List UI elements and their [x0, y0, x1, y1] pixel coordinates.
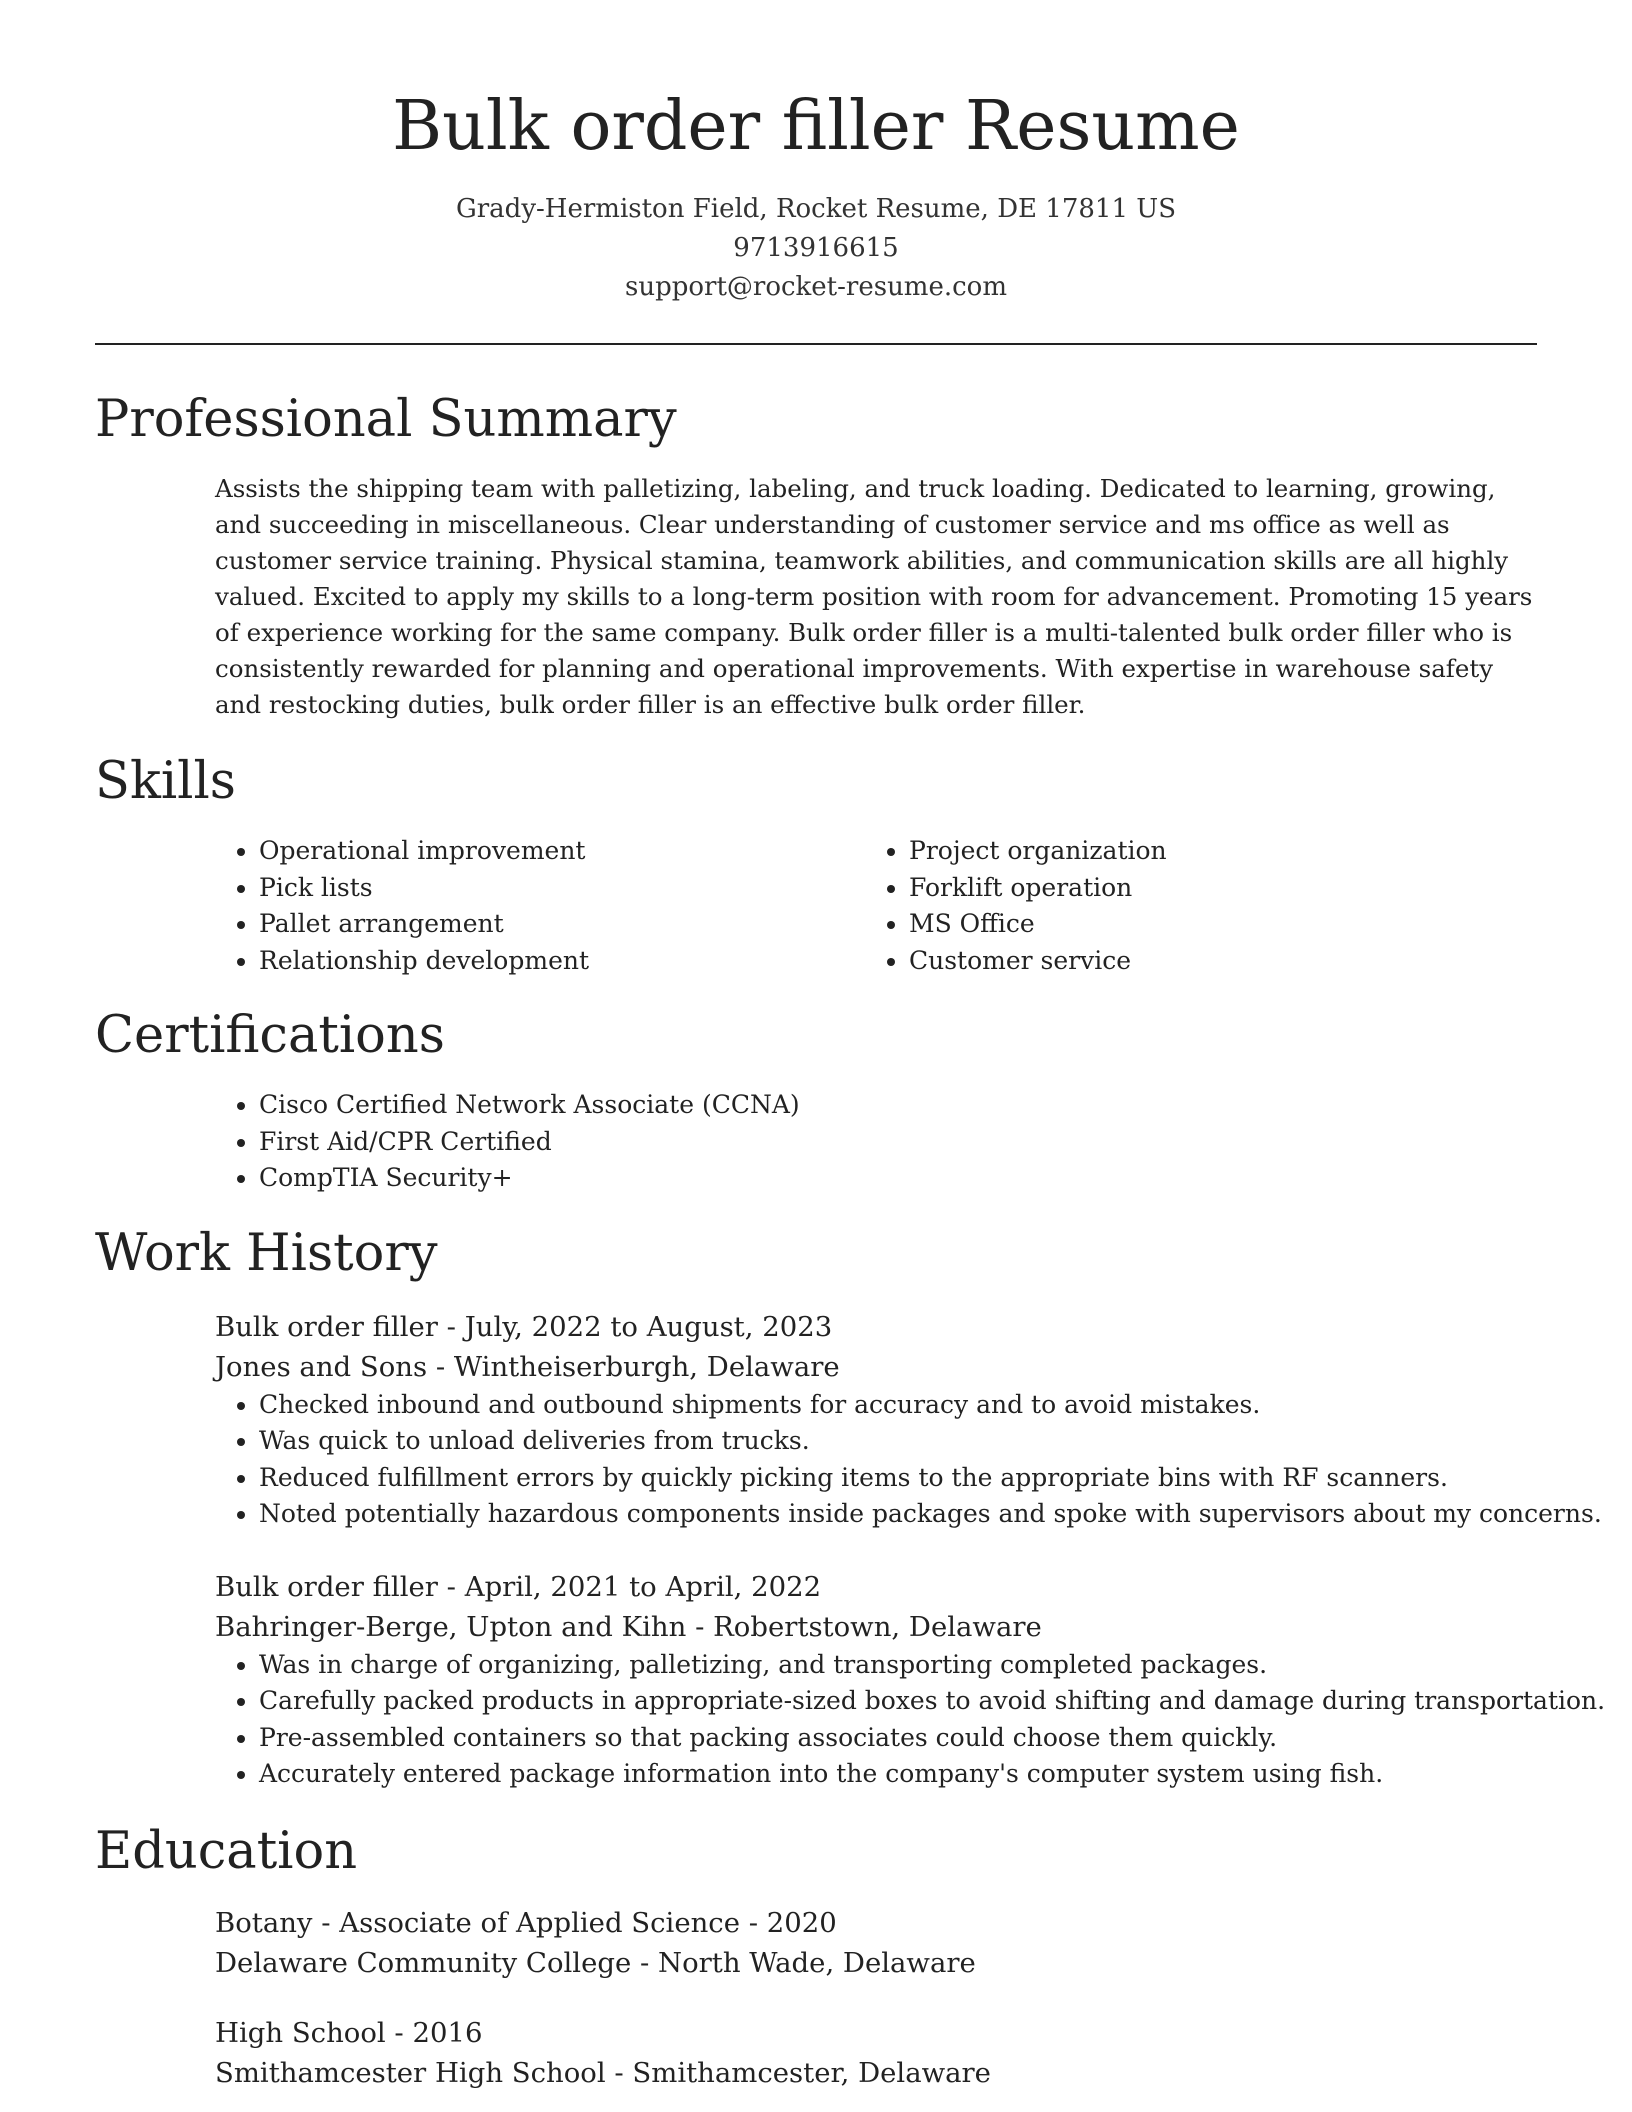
certifications-heading: Certifications [95, 1006, 445, 1065]
education-entry [215, 1903, 1537, 1983]
skills-heading: Skills [95, 752, 236, 811]
certification-item: • Cisco Certified Network Associate (CCNA) [259, 1087, 1537, 1124]
certification-item: • CompTIA Security+ [259, 1160, 1537, 1197]
summary-text: Assists the shipping team with palletizing, labeling, and truck loading. Dedicated to learning, growing, and succeeding in miscellaneous. Clear understanding of customer service and ms office as well as customer service training. Physical stamina, teamwork abilities, and communication skills are all highly valued. Excited to apply my skills to a long-term position with room for advancement. Promoting 15 years of experience working for the same company. Bulk order filler is a multi-talented bulk order filler who is consistently rewarded for planning and operational improvements. With expertise in warehouse safety and restocking duties, bulk order filler is an effective bulk order filler. [215, 474, 1533, 719]
job-company-line: Bahringer-Berge, Upton and Kihn - Robertstown, Delaware [215, 1610, 1042, 1643]
job-duty-item: • Pre-assembled containers so that packing associates could choose them quickly. [259, 1720, 1537, 1757]
skills-column-right [865, 833, 1515, 979]
skill-item: • MS Office [909, 906, 1515, 943]
contact-address: Grady-Hermiston Field, Rocket Resume, DE 17811 US [455, 194, 1176, 224]
education-heading: Education [95, 1821, 358, 1881]
contact-phone: 9713916615 [733, 233, 899, 263]
skill-item: • Pick lists [259, 870, 865, 907]
skills-column-left [215, 833, 865, 979]
skills-list-right [865, 833, 1515, 979]
skill-item: • Operational improvement [259, 833, 865, 870]
job-duties-list [215, 1387, 1602, 1533]
work-history-section [95, 1221, 1606, 1793]
certifications-list [215, 1087, 1537, 1197]
job-duty-item: • Carefully packed products in appropriate-sized boxes to avoid shifting and damage during transportation. [259, 1683, 1537, 1720]
skills-grid [215, 833, 1537, 979]
resume-title: Bulk order filler Resume [392, 87, 1240, 166]
job-title-line: Bulk order filler - July, 2022 to August, 2023 [215, 1310, 833, 1343]
education-degree-line: High School - 2016 [215, 2016, 483, 2049]
skill-item: • Relationship development [259, 943, 865, 980]
education-school-line: Delaware Community College - North Wade, Delaware [215, 1946, 976, 1979]
skill-item: • Pallet arrangement [259, 906, 865, 943]
job-duties-list [215, 1647, 1606, 1793]
resume-header [95, 0, 1537, 307]
skill-item: • Customer service [909, 943, 1515, 980]
job-duty-item: • Checked inbound and outbound shipments for accuracy and to avoid mistakes. [259, 1387, 1537, 1424]
skills-section [95, 749, 1537, 979]
job-company-line: Jones and Sons - Wintheiserburgh, Delaware [215, 1350, 840, 1383]
job-entry [215, 1307, 1602, 1533]
job-duty-item: • Was quick to unload deliveries from trucks. [259, 1423, 1537, 1460]
job-duty-item: • Was in charge of organizing, palletizing, and transporting completed packages. [259, 1647, 1537, 1684]
education-entry [215, 2013, 1537, 2093]
skill-item: • Forklift operation [909, 870, 1515, 907]
header-divider [95, 343, 1537, 345]
certifications-section [95, 1003, 1537, 1197]
contact-info [95, 190, 1537, 307]
certification-item: • First Aid/CPR Certified [259, 1124, 1537, 1161]
skills-list-left [215, 833, 865, 979]
job-duty-item: • Noted potentially hazardous components inside packages and spoke with supervisors about my concerns. [259, 1496, 1537, 1533]
job-duty-item: • Accurately entered package information into the company's computer system using fish. [259, 1756, 1537, 1793]
skill-item: • Project organization [909, 833, 1515, 870]
work-history-heading: Work History [95, 1223, 438, 1283]
contact-email: support@rocket-resume.com [624, 272, 1007, 302]
education-section [95, 1819, 1537, 2093]
summary-section [95, 387, 1537, 723]
job-entry [215, 1567, 1606, 1793]
job-title-line: Bulk order filler - April, 2021 to April, 2022 [215, 1570, 822, 1603]
education-school-line: Smithamcester High School - Smithamcester, Delaware [215, 2056, 991, 2089]
job-duty-item: • Reduced fulfillment errors by quickly picking items to the appropriate bins with RF scanners. [259, 1460, 1537, 1497]
certifications-bullets [215, 1087, 1537, 1197]
summary-heading: Professional Summary [95, 390, 677, 449]
education-degree-line: Botany - Associate of Applied Science - 2020 [215, 1906, 837, 1939]
